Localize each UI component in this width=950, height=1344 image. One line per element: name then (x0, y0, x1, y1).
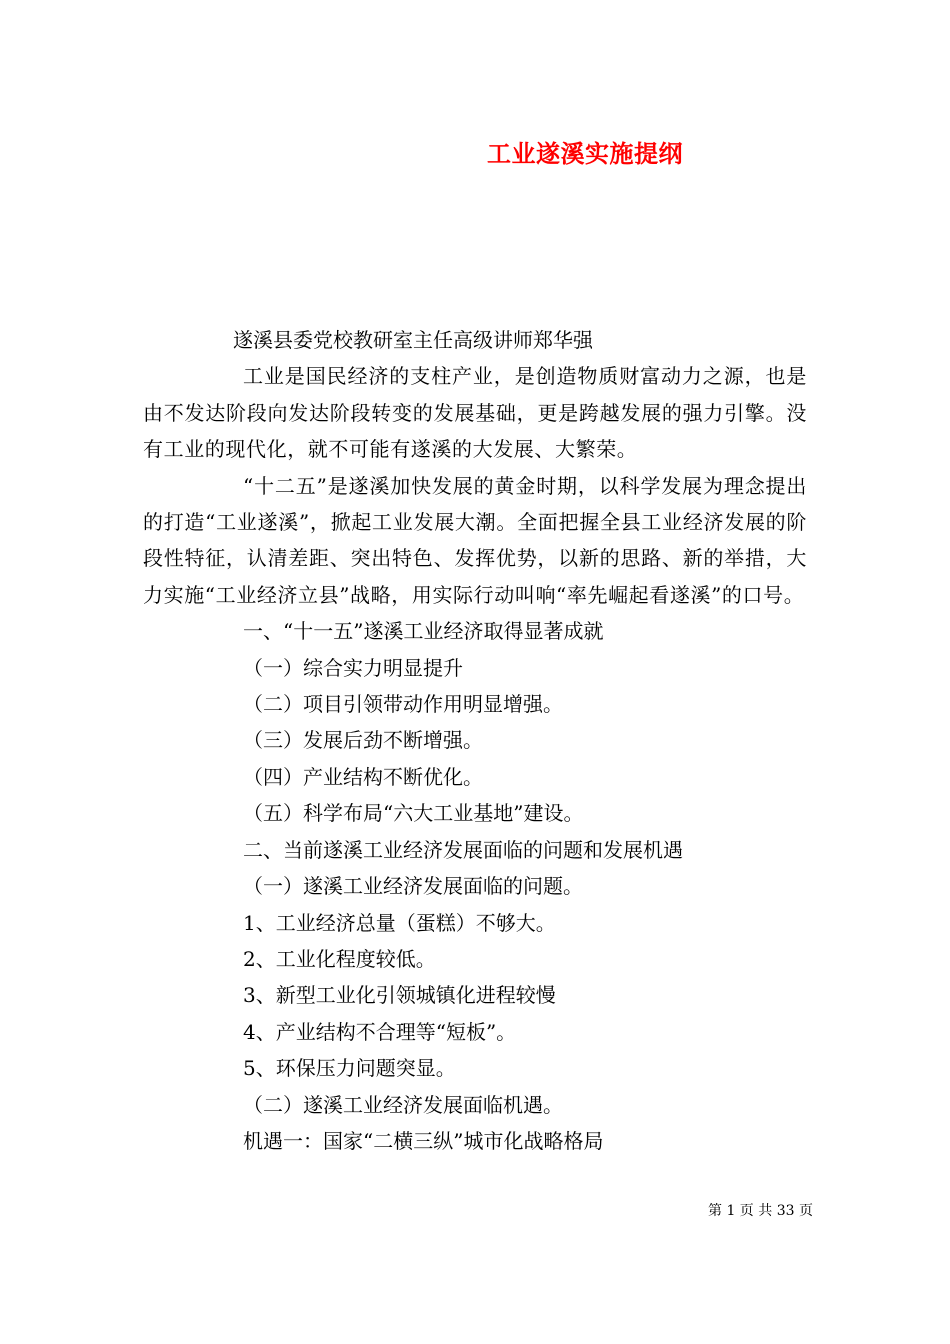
list-item: （二）项目引领带动作用明显增强。 (243, 692, 563, 717)
list-item: 3、新型工业化引领城镇化进程较慢 (243, 983, 556, 1008)
list-item: （五）科学布局“六大工业基地”建设。 (243, 801, 584, 826)
list-item: （四）产业结构不断优化。 (243, 764, 483, 789)
document-body (143, 322, 807, 1159)
list-item: （三）发展后劲不断增强。 (243, 728, 483, 753)
list-item: （一）遂溪工业经济发展面临的问题。 (243, 874, 583, 899)
list-item: （一）综合实力明显提升 (243, 655, 463, 680)
paragraph: “十二五”是遂溪加快发展的黄金时期，以科学发展为理念提出的打造“工业遂溪”，掀起工业发展大潮。全面把握全县工业经济发展的阶段性特征，认清差距、突出特色、发挥优势，以新的思路、新的举措，大力实施“工业经济立县”战略，用实际行动叫响“率先崛起看遂溪”的口号。 (143, 473, 807, 607)
section-heading: 二、当前遂溪工业经济发展面临的问题和发展机遇 (243, 837, 683, 862)
page-number: 第 1 页 共 33 页 (708, 1203, 813, 1219)
author-line: 遂溪县委党校教研室主任高级讲师郑华强 (233, 328, 593, 352)
list-item: 机遇一：国家“二横三纵”城市化战略格局 (243, 1128, 604, 1153)
list-item: （二）遂溪工业经济发展面临机遇。 (243, 1092, 563, 1117)
list-item: 4、产业结构不合理等“短板”。 (243, 1019, 517, 1044)
list-item: 5、环保压力问题突显。 (243, 1056, 456, 1081)
paragraph: 工业是国民经济的支柱产业，是创造物质财富动力之源，也是由不发达阶段向发达阶段转变的发展基础，更是跨越发展的强力引擎。没有工业的现代化，就不可能有遂溪的大发展、大繁荣。 (143, 364, 807, 462)
document-title: 工业遂溪实施提纲 (487, 139, 683, 168)
section-heading: 一、“十一五”遂溪工业经济取得显著成就 (243, 619, 604, 644)
list-item: 1、工业经济总量（蛋糕）不够大。 (243, 910, 556, 935)
list-item: 2、工业化程度较低。 (243, 946, 436, 971)
